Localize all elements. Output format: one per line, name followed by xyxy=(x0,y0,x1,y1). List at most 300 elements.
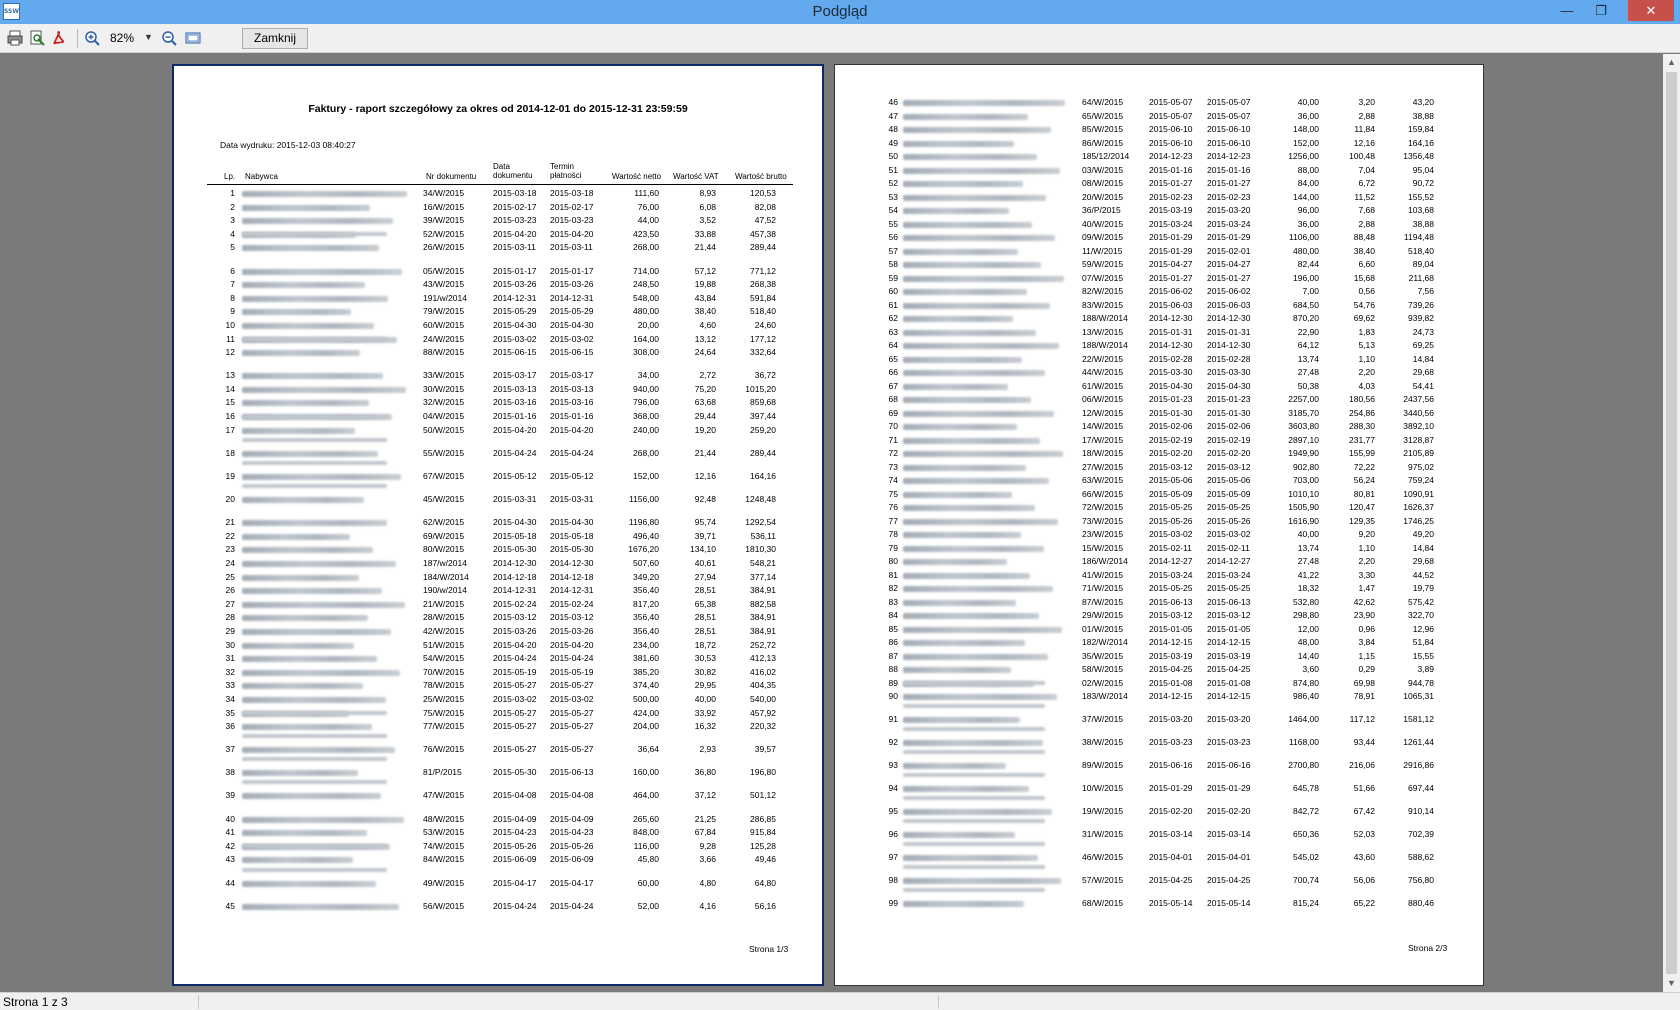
cell-due-date: 2015-01-05 xyxy=(1207,623,1251,634)
cell-lp: 47 xyxy=(888,110,898,121)
cell-doc-date: 2015-05-29 xyxy=(493,306,537,317)
scrollbar-thumb[interactable] xyxy=(1666,72,1677,974)
cell-lp: 90 xyxy=(888,691,898,701)
cell-gross: 404,35 xyxy=(750,680,776,691)
cell-lp: 87 xyxy=(888,650,898,661)
cell-doc-date: 2015-01-29 xyxy=(1149,782,1193,793)
table-row xyxy=(835,528,1483,541)
cell-vat: 95,74 xyxy=(694,517,716,528)
cell-gross: 939,82 xyxy=(1408,313,1434,323)
buyer-name-redacted xyxy=(903,796,1045,800)
cell-due-date: 2015-01-23 xyxy=(1207,394,1251,404)
buyer-name-redacted xyxy=(242,656,377,662)
table-row xyxy=(835,663,1483,676)
restore-icon[interactable]: ❐ xyxy=(1595,3,1607,18)
cell-due-date: 2015-05-30 xyxy=(550,544,594,555)
cell-lp: 64 xyxy=(888,340,898,350)
cell-doc-date: 2015-06-16 xyxy=(1149,759,1193,770)
cell-doc-no: 34/W/2015 xyxy=(423,188,465,198)
buyer-name-redacted xyxy=(242,881,376,887)
cell-gross: 412,13 xyxy=(750,653,776,664)
buyer-name-redacted xyxy=(903,249,1018,255)
cell-net: 870,20 xyxy=(1293,313,1319,323)
buyer-name-redacted xyxy=(903,694,1057,700)
cell-doc-date: 2015-01-29 xyxy=(1149,245,1193,256)
cell-doc-no: 89/W/2015 xyxy=(1082,759,1124,770)
buyer-name-redacted xyxy=(242,497,364,503)
cell-gross: 548,21 xyxy=(750,557,776,568)
cell-doc-no: 04/W/2015 xyxy=(423,411,465,422)
cell-due-date: 2015-04-27 xyxy=(1207,259,1251,269)
cell-gross: 155,52 xyxy=(1408,191,1434,202)
cell-doc-date: 2015-02-23 xyxy=(1149,191,1193,202)
table-row xyxy=(174,877,822,890)
cell-lp: 66 xyxy=(888,367,898,377)
cell-net: 1256,00 xyxy=(1288,151,1319,161)
buyer-name-redacted xyxy=(242,269,402,275)
cell-due-date: 2015-05-25 xyxy=(1207,502,1251,512)
header-gross: Wartość brutto xyxy=(735,172,787,181)
report-page-2 xyxy=(834,64,1484,986)
buyer-name-redacted xyxy=(903,750,1045,754)
cell-net: 507,60 xyxy=(633,557,659,568)
cell-lp: 95 xyxy=(888,805,898,816)
cell-due-date: 2015-05-26 xyxy=(550,840,594,851)
cell-due-date: 2015-01-27 xyxy=(1207,272,1251,283)
app-icon: SSW xyxy=(3,3,20,20)
cell-doc-no: 87/W/2015 xyxy=(1082,596,1124,607)
cell-net: 902,80 xyxy=(1293,461,1319,472)
cell-doc-no: 53/W/2015 xyxy=(423,827,465,838)
header-vat: Wartość VAT xyxy=(673,172,719,181)
cell-gross: 1746,25 xyxy=(1403,515,1434,526)
window-title: Podgląd xyxy=(812,3,868,20)
cell-due-date: 2015-04-08 xyxy=(550,790,594,801)
cell-net: 60,00 xyxy=(637,877,659,888)
cell-doc-date: 2015-01-05 xyxy=(1149,623,1193,634)
cell-vat: 92,48 xyxy=(694,494,716,504)
cell-net: 48,00 xyxy=(1297,637,1319,647)
cell-gross: 54,41 xyxy=(1412,380,1434,391)
cell-doc-no: 25/W/2015 xyxy=(423,693,465,704)
buyer-name-redacted xyxy=(903,546,1044,552)
minimize-icon[interactable]: — xyxy=(1560,3,1574,18)
cell-doc-no: 73/W/2015 xyxy=(1082,515,1124,526)
cell-doc-date: 2015-03-12 xyxy=(1149,461,1193,472)
buyer-name-redacted xyxy=(903,195,1046,201)
table-row xyxy=(174,766,822,779)
table-row xyxy=(174,720,822,733)
cell-lp: 35 xyxy=(225,707,235,718)
table-row xyxy=(174,214,822,227)
cell-due-date: 2015-03-26 xyxy=(550,279,594,290)
cell-vat: 72,22 xyxy=(1353,461,1375,472)
table-row xyxy=(835,150,1483,163)
cell-vat: 63,68 xyxy=(694,397,716,408)
cell-vat: 2,20 xyxy=(1358,556,1375,566)
buyer-name-redacted xyxy=(903,519,1058,525)
cell-lp: 54 xyxy=(888,205,898,215)
close-button[interactable]: Zamknij xyxy=(242,28,308,49)
cell-vat: 36,80 xyxy=(694,767,716,778)
cell-vat: 39,71 xyxy=(694,530,716,541)
cell-doc-date: 2015-02-19 xyxy=(1149,434,1193,445)
cell-gross: 416,02 xyxy=(750,666,776,677)
cell-due-date: 2015-05-07 xyxy=(1207,110,1251,121)
table-row xyxy=(835,515,1483,528)
buyer-name-redacted xyxy=(242,218,393,224)
table-row xyxy=(174,369,822,382)
buyer-name-redacted xyxy=(242,309,351,315)
cell-doc-no: 39/W/2015 xyxy=(423,215,465,226)
cell-vat: 3,52 xyxy=(699,215,716,226)
cell-vat: 69,98 xyxy=(1353,677,1375,688)
cell-gross: 120,53 xyxy=(750,188,776,198)
cell-gross: 103,68 xyxy=(1408,205,1434,215)
cell-vat: 5,13 xyxy=(1358,340,1375,350)
cell-vat: 56,24 xyxy=(1353,475,1375,485)
cell-net: 480,00 xyxy=(633,306,659,317)
cell-doc-no: 74/W/2015 xyxy=(423,840,465,851)
buyer-name-redacted xyxy=(903,842,1045,846)
cell-gross: 1581,12 xyxy=(1403,713,1434,724)
cell-net: 356,40 xyxy=(633,612,659,623)
cell-doc-no: 57/W/2015 xyxy=(1082,874,1124,885)
cell-doc-date: 2015-06-02 xyxy=(1149,286,1193,296)
cell-doc-date: 2014-12-31 xyxy=(493,292,537,303)
cell-due-date: 2015-02-11 xyxy=(1207,542,1250,553)
table-row xyxy=(835,582,1483,595)
cell-net: 111,60 xyxy=(634,188,659,198)
buyer-name-redacted xyxy=(903,505,1035,511)
cell-vat: 6,08 xyxy=(699,201,716,212)
cell-doc-no: 184/W/2014 xyxy=(423,571,469,582)
header-due-2: płatności xyxy=(550,171,582,180)
cell-due-date: 2015-04-01 xyxy=(1207,851,1251,862)
cell-net: 424,00 xyxy=(633,707,659,718)
cell-net: 96,00 xyxy=(1297,205,1319,215)
cell-doc-no: 05/W/2015 xyxy=(423,265,465,276)
cell-vat: 3,20 xyxy=(1358,97,1375,107)
buyer-name-redacted xyxy=(242,770,358,776)
cell-due-date: 2015-04-17 xyxy=(550,877,594,888)
cell-net: 22,90 xyxy=(1297,326,1319,337)
cell-doc-no: 79/W/2015 xyxy=(423,306,465,317)
cell-doc-date: 2015-05-06 xyxy=(1149,475,1193,485)
cell-lp: 93 xyxy=(888,759,898,770)
cell-gross: 14,84 xyxy=(1412,542,1434,553)
table-row xyxy=(835,393,1483,406)
cell-doc-no: 70/W/2015 xyxy=(423,666,465,677)
buyer-name-redacted xyxy=(903,330,1036,336)
cell-vat: 0,56 xyxy=(1358,286,1375,296)
cell-doc-no: 17/W/2015 xyxy=(1082,434,1124,445)
cell-doc-date: 2015-04-24 xyxy=(493,653,537,664)
buyer-name-redacted xyxy=(242,868,387,872)
cell-due-date: 2015-04-20 xyxy=(550,639,594,650)
cell-doc-no: 62/W/2015 xyxy=(423,517,465,528)
cell-doc-date: 2015-03-12 xyxy=(493,612,537,623)
cell-lp: 92 xyxy=(888,736,898,747)
cell-doc-no: 82/W/2015 xyxy=(1082,286,1124,296)
cell-due-date: 2015-04-25 xyxy=(1207,664,1251,674)
cell-doc-no: 36/P/2015 xyxy=(1082,205,1121,215)
buyer-name-redacted xyxy=(903,600,1016,606)
cell-doc-date: 2015-03-11 xyxy=(493,242,536,253)
cell-doc-date: 2015-04-20 xyxy=(493,228,537,239)
cell-net: 986,40 xyxy=(1293,691,1319,701)
cell-vat: 57,12 xyxy=(694,265,716,276)
table-row xyxy=(174,571,822,584)
cell-due-date: 2015-05-27 xyxy=(550,680,594,691)
table-row xyxy=(174,679,822,692)
cell-due-date: 2015-03-26 xyxy=(550,625,594,636)
cell-doc-date: 2015-04-25 xyxy=(1149,664,1193,674)
cell-doc-date: 2014-12-30 xyxy=(493,557,537,568)
cell-due-date: 2015-03-13 xyxy=(550,383,594,394)
cell-net: 240,00 xyxy=(633,424,659,435)
cell-doc-no: 29/W/2015 xyxy=(1082,610,1124,620)
cell-gross: 38,88 xyxy=(1412,110,1434,121)
cell-doc-no: 59/W/2015 xyxy=(1082,259,1124,269)
cell-vat: 6,60 xyxy=(1358,259,1375,269)
cell-doc-no: 69/W/2015 xyxy=(423,530,465,541)
cell-vat: 2,20 xyxy=(1358,367,1375,377)
table-row xyxy=(835,137,1483,150)
cell-net: 148,00 xyxy=(1293,124,1319,134)
cell-lp: 70 xyxy=(888,421,898,431)
cell-due-date: 2015-05-26 xyxy=(1207,515,1251,526)
cell-gross: 15,55 xyxy=(1412,650,1434,661)
cell-due-date: 2015-04-23 xyxy=(550,827,594,838)
cell-gross: 14,84 xyxy=(1412,353,1434,364)
buyer-name-redacted xyxy=(242,588,382,594)
cell-gross: 697,44 xyxy=(1408,782,1434,793)
buyer-name-redacted xyxy=(242,670,400,676)
table-row xyxy=(174,470,822,483)
cell-due-date: 2015-01-27 xyxy=(1207,178,1251,188)
cell-doc-date: 2015-04-27 xyxy=(1149,259,1193,269)
buyer-name-redacted xyxy=(242,602,405,608)
cell-net: 349,20 xyxy=(633,571,659,582)
cell-doc-no: 66/W/2015 xyxy=(1082,488,1124,499)
cell-doc-date: 2014-12-27 xyxy=(1149,556,1193,566)
table-row xyxy=(174,543,822,556)
cell-vat: 7,68 xyxy=(1358,205,1375,215)
cell-lp: 36 xyxy=(225,721,235,732)
cell-doc-no: 37/W/2015 xyxy=(1082,713,1124,724)
table-row xyxy=(174,447,822,460)
cell-doc-no: 75/W/2015 xyxy=(423,707,465,718)
cell-doc-no: 188/W/2014 xyxy=(1082,340,1128,350)
buyer-name-redacted xyxy=(903,289,1027,295)
cell-vat: 0,96 xyxy=(1358,623,1375,634)
cell-net: 1156,00 xyxy=(628,494,659,504)
cell-doc-no: 03/W/2015 xyxy=(1082,164,1124,175)
table-row xyxy=(174,639,822,652)
cell-due-date: 2014-12-15 xyxy=(1207,637,1251,647)
cell-due-date: 2015-06-02 xyxy=(1207,286,1251,296)
scroll-down-icon[interactable]: ▼ xyxy=(1667,978,1676,988)
cell-net: 703,00 xyxy=(1293,475,1319,485)
cell-net: 684,50 xyxy=(1293,299,1319,310)
cell-vat: 43,84 xyxy=(694,292,716,303)
zoom-out-icon[interactable] xyxy=(160,29,178,47)
buyer-name-redacted xyxy=(903,586,1053,592)
cell-vat: 7,04 xyxy=(1358,164,1375,175)
table-row xyxy=(174,187,822,200)
table-row xyxy=(174,598,822,611)
fit-page-icon[interactable] xyxy=(184,29,202,47)
cell-vat: 40,00 xyxy=(694,693,716,704)
cell-doc-no: 81/P/2015 xyxy=(423,767,462,778)
cell-gross: 268,38 xyxy=(750,279,776,290)
cell-doc-date: 2015-05-09 xyxy=(1149,488,1193,499)
cell-doc-no: 56/W/2015 xyxy=(423,900,465,911)
cell-gross: 702,39 xyxy=(1408,828,1434,839)
close-window-button[interactable]: ✕ xyxy=(1628,0,1674,21)
cell-due-date: 2015-05-29 xyxy=(550,306,594,317)
cell-doc-date: 2015-04-24 xyxy=(493,900,537,911)
cell-doc-date: 2015-03-12 xyxy=(1149,610,1193,620)
buyer-name-redacted xyxy=(903,667,1011,673)
cell-lp: 7 xyxy=(230,279,235,290)
cell-doc-date: 2015-02-06 xyxy=(1149,421,1193,431)
buyer-name-redacted xyxy=(242,415,387,419)
buyer-name-redacted xyxy=(903,654,1048,660)
table-row xyxy=(835,245,1483,258)
zoom-in-icon[interactable] xyxy=(83,29,101,47)
print-preview-icon[interactable] xyxy=(28,29,46,47)
cell-doc-no: 13/W/2015 xyxy=(1082,326,1124,337)
cell-doc-no: 47/W/2015 xyxy=(423,790,465,801)
cell-vat: 0,29 xyxy=(1358,664,1375,674)
buyer-name-redacted xyxy=(903,809,1052,815)
cell-due-date: 2014-12-23 xyxy=(1207,151,1251,161)
cell-gross: 915,84 xyxy=(750,827,776,838)
cell-due-date: 2015-03-02 xyxy=(550,333,594,344)
cell-gross: 1626,37 xyxy=(1403,502,1434,512)
cell-vat: 52,03 xyxy=(1353,828,1375,839)
cell-lp: 23 xyxy=(225,544,235,555)
cell-doc-date: 2014-12-15 xyxy=(1149,691,1193,701)
cell-net: 650,36 xyxy=(1293,828,1319,839)
cell-gross: 944,78 xyxy=(1408,677,1434,688)
cell-doc-date: 2014-12-31 xyxy=(493,585,537,596)
cell-doc-date: 2015-01-17 xyxy=(493,265,537,276)
zoom-select[interactable]: 82% xyxy=(110,31,135,45)
cell-net: 44,00 xyxy=(637,215,659,226)
table-row xyxy=(174,424,822,437)
buyer-name-redacted xyxy=(903,740,1043,746)
cell-doc-no: 72/W/2015 xyxy=(1082,502,1124,512)
cell-lp: 81 xyxy=(888,569,898,580)
vertical-scrollbar[interactable] xyxy=(1663,54,1680,992)
buyer-name-redacted xyxy=(242,780,387,784)
cell-doc-date: 2014-12-18 xyxy=(493,571,537,582)
cell-doc-no: 182/W/2014 xyxy=(1082,637,1128,647)
table-row xyxy=(835,380,1483,393)
cell-doc-date: 2015-01-27 xyxy=(1149,272,1193,283)
cell-net: 152,00 xyxy=(1293,137,1319,148)
table-row xyxy=(835,782,1483,795)
cell-lp: 44 xyxy=(225,877,235,888)
cell-doc-no: 71/W/2015 xyxy=(1082,583,1124,593)
cell-doc-no: 27/W/2015 xyxy=(1082,461,1124,472)
buyer-name-redacted xyxy=(903,832,1015,838)
cell-doc-date: 2015-05-27 xyxy=(493,744,537,755)
cell-lp: 28 xyxy=(225,612,235,623)
cell-doc-no: 88/W/2015 xyxy=(423,347,465,358)
pdf-export-icon[interactable] xyxy=(50,29,68,47)
table-row xyxy=(835,326,1483,339)
cell-doc-no: 15/W/2015 xyxy=(1082,542,1124,553)
cell-due-date: 2015-03-16 xyxy=(550,397,594,408)
cell-net: 265,60 xyxy=(633,813,659,824)
table-row xyxy=(174,346,822,359)
cell-gross: 1248,48 xyxy=(745,494,776,504)
cell-vat: 1,10 xyxy=(1358,353,1375,364)
cell-gross: 49,20 xyxy=(1412,529,1434,539)
cell-doc-no: 21/W/2015 xyxy=(423,598,465,609)
buyer-name-redacted xyxy=(903,559,1007,565)
buyer-name-redacted xyxy=(242,337,387,341)
cell-net: 1106,00 xyxy=(1288,232,1319,242)
buyer-name-redacted xyxy=(903,532,1021,538)
cell-net: 1168,00 xyxy=(1288,736,1319,747)
cell-doc-date: 2015-04-23 xyxy=(493,827,537,838)
cell-doc-date: 2014-12-30 xyxy=(1149,313,1193,323)
table-row xyxy=(835,258,1483,271)
cell-due-date: 2015-02-20 xyxy=(1207,448,1251,458)
scroll-up-icon[interactable]: ▲ xyxy=(1667,57,1676,67)
cell-lp: 30 xyxy=(225,639,235,650)
cell-lp: 49 xyxy=(888,137,898,148)
buyer-name-redacted xyxy=(903,154,1037,160)
toolbar xyxy=(0,24,1680,53)
table-row xyxy=(174,383,822,396)
cell-net: 13,74 xyxy=(1297,353,1319,364)
cell-net: 36,00 xyxy=(1297,218,1319,229)
cell-vat: 29,44 xyxy=(694,411,716,422)
table-row xyxy=(174,201,822,214)
cell-net: 248,50 xyxy=(633,279,659,290)
cell-lp: 34 xyxy=(225,693,235,704)
cell-due-date: 2015-03-20 xyxy=(1207,713,1251,724)
cell-doc-no: 190/w/2014 xyxy=(423,585,467,596)
cell-due-date: 2014-12-27 xyxy=(1207,556,1251,566)
header-due-1: Termin xyxy=(550,162,575,171)
cell-vat: 21,44 xyxy=(694,447,716,458)
cell-doc-no: 08/W/2015 xyxy=(1082,178,1124,188)
cell-gross: 39,57 xyxy=(754,744,776,755)
cell-gross: 24,60 xyxy=(754,319,776,330)
buyer-name-redacted xyxy=(903,465,1026,471)
cell-due-date: 2015-03-20 xyxy=(1207,205,1251,215)
cell-due-date: 2014-12-30 xyxy=(1207,313,1251,323)
cell-lp: 19 xyxy=(225,470,235,481)
cell-vat: 65,22 xyxy=(1353,897,1375,908)
buyer-name-redacted xyxy=(242,282,365,288)
chevron-down-icon[interactable]: ▼ xyxy=(144,32,153,42)
cell-lp: 2 xyxy=(230,201,235,212)
buyer-name-redacted xyxy=(242,561,396,567)
print-icon[interactable] xyxy=(6,29,24,47)
cell-net: 144,00 xyxy=(1293,191,1319,202)
cell-doc-no: 85/W/2015 xyxy=(1082,124,1124,134)
table-row xyxy=(174,693,822,706)
table-row xyxy=(174,292,822,305)
